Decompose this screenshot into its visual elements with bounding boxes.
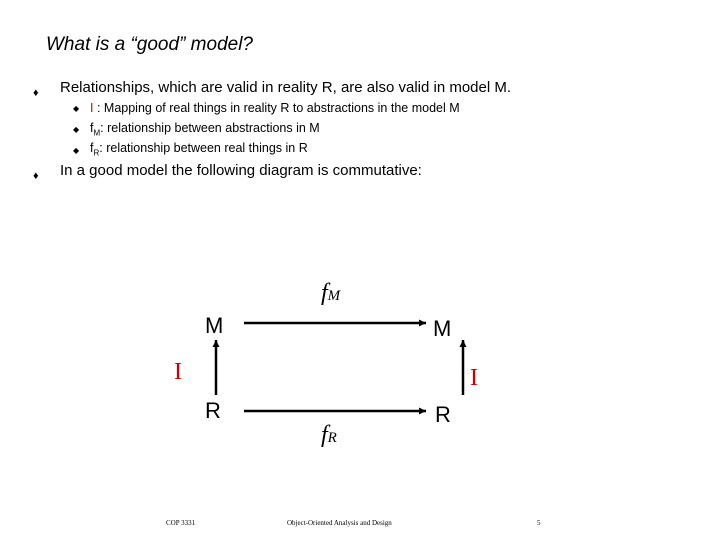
bullet-commutative: In a good model the following diagram is commutative: xyxy=(60,162,422,179)
label-fr xyxy=(321,422,337,449)
label-fm-sub: M xyxy=(327,288,341,304)
footer-page-number: 5 xyxy=(537,519,541,527)
label-fm xyxy=(321,280,340,307)
node-m-left: M xyxy=(205,313,224,338)
sub-bullet-text: : relationship between real things in R xyxy=(99,141,308,155)
footer-subject: Object-Oriented Analysis and Design xyxy=(287,519,392,527)
label-i-right: I xyxy=(470,365,478,391)
sub-bullet-text: : Mapping of real things in reality R to abstractions in the model M xyxy=(93,101,460,115)
fm-subscript: M xyxy=(93,128,101,138)
label-i-left: I xyxy=(174,359,182,385)
sub-bullet-icon: ◆ xyxy=(73,104,80,113)
label-fr-sub: R xyxy=(327,430,337,446)
sub-bullet-icon: ◆ xyxy=(73,146,80,155)
mapping-symbol: I xyxy=(90,101,94,115)
footer-course: COP 3331 xyxy=(166,519,196,527)
fr-symbol: f xyxy=(90,141,94,155)
node-r-right: R xyxy=(435,402,451,427)
slide-title: What is a “good” model? xyxy=(46,34,253,55)
node-r-left: R xyxy=(205,398,221,423)
sub-bullet-icon: ◆ xyxy=(73,125,80,134)
bullet-relationships: Relationships, which are valid in reality R, are also valid in model M. xyxy=(60,79,512,96)
fm-symbol: f xyxy=(90,121,94,135)
node-m-right: M xyxy=(433,316,452,341)
bullet-diamond-icon: ♦ xyxy=(33,170,39,182)
fr-subscript: R xyxy=(93,148,100,158)
sub-bullet-text: : relationship between abstractions in M xyxy=(100,121,320,135)
label-fm-f: f xyxy=(321,280,328,306)
bullet-diamond-icon: ♦ xyxy=(33,87,39,99)
label-fr-f: f xyxy=(321,422,328,448)
